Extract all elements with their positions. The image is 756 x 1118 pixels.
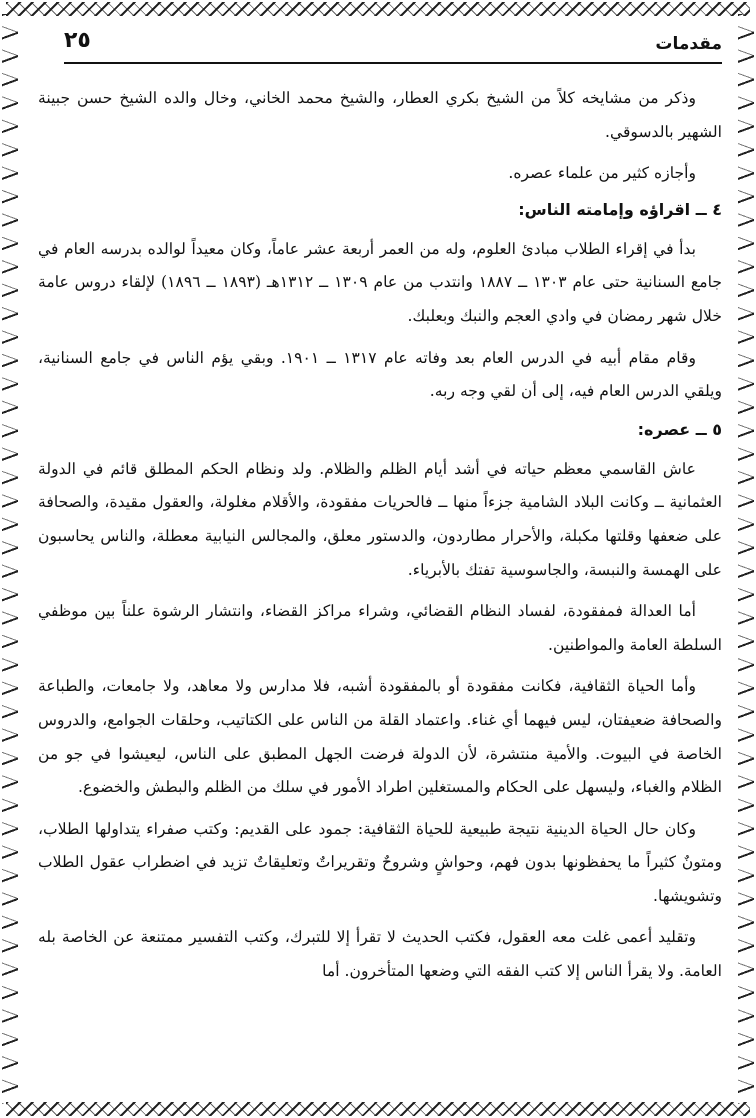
paragraph-succession: وقام مقام أبيه في الدرس العام بعد وفاته عام ١٣١٧ ــ ١٩٠١. وبقي يؤم الناس في جامع السنانية، ويلقي الدرس العام فيه، إلى أن لقي وجه ربه. (38, 348, 722, 401)
paragraph-era-oppression: عاش القاسمي معظم حياته في أشد أيام الظلم والظلام. ولد ونظام الحكم المطلق قائم في الدولة العثمانية ــ وكانت البلاد الشامية جزءاً منها ــ فالحريات مفقودة، والأقلام مغلولة، والعقول مقيدة، والصحافة على ضعفها وقلتها مكبلة، والأحرار مطاردون، والدستور معلق، والمجالس النيابية معطلة، والناس يحاسبون على الهمسة والنبسة، والجاسوسية تفتك بالأبرياء. (38, 459, 722, 579)
decorative-border-top (6, 2, 750, 16)
section-heading-era: ٥ ــ عصره: (637, 419, 722, 439)
decorative-border-bottom (6, 1102, 750, 1116)
page-header (64, 26, 722, 64)
decorative-border-left (2, 14, 18, 1104)
section-heading-teaching: ٤ ــ اقراؤه وإمامته الناس: (518, 199, 722, 219)
running-title: مقدمات (655, 34, 722, 54)
paragraph-justice: أما العدالة فمفقودة، لفساد النظام القضائي، وشراء مراكز القضاء، وانتشار الرشوة علناً بين موظفي السلطة العامة والمواطنين. (38, 602, 722, 654)
paragraph-cultural-life: وأما الحياة الثقافية، فكانت مفقودة أو بالمفقودة أشبه، فلا مدارس ولا معاهد، ولا جامعات، والطباعة والصحافة ضعيفتان، ليس فيهما أي غناء. واعتماد القلة من الناس على الكتاتيب، وحلقات الجوامع، والدروس الخاصة في البيوت. والأمية منتشرة، لأن الدولة فرضت الجهل المطبق على الناس، ليعيشوا في جو من الظلام والغباء، وليسهل على الحكام والمستغلين اطراد الأمور في سلك من الظلم والبطش والخضوع. (38, 677, 722, 797)
paragraph-licensed: وأجازه كثير من علماء عصره. (508, 164, 696, 183)
paragraph-teachers: وذكر من مشايخه كلاً من الشيخ بكري العطار، والشيخ محمد الخاني، وخال والده الشيخ حسن جبينة الشهير بالدسوقي. (38, 89, 722, 141)
page-number: ٢٥ (64, 28, 91, 53)
paragraph-teaching-start: بدأ في إقراء الطلاب مبادئ العلوم، وله من العمر أربعة عشر عاماً، وكان معيداً لوالده بدرسه العام في جامع السنانية حتى عام ١٣٠٣ ــ ١٨٨٧ وانتدب من عام ١٣٠٩ ــ ١٣١٢هـ (١٨٩٣ ــ ١٨٩٦) لإلقاء دروس عامة خلال شهر رمضان في وادي العجم والنبك وبعلبك. (38, 239, 722, 325)
paragraph-blind-imitation: وتقليد أعمى غلت معه العقول، فكتب الحديث لا تقرأ إلا للتبرك، وكتب التفسير ممتنعة عن الخاصة بله العامة. ولا يقرأ الناس إلا كتب الفقه التي وضعها المتأخرون. أما (38, 928, 722, 981)
paragraph-religious-life: وكان حال الحياة الدينية نتيجة طبيعية للحياة الثقافية: جمود على القديم: وكتب صفراء يتداولها الطلاب، ومتونٌ كثيراً ما يحفظونها بدون فهم، وحواشٍ وشروحٌ وتقريراتٌ وتعليقاتٌ تزيد في اضطراب عقول الطلاب وتشويشها. (38, 819, 722, 905)
decorative-border-right (738, 14, 754, 1104)
page-body (38, 82, 722, 997)
